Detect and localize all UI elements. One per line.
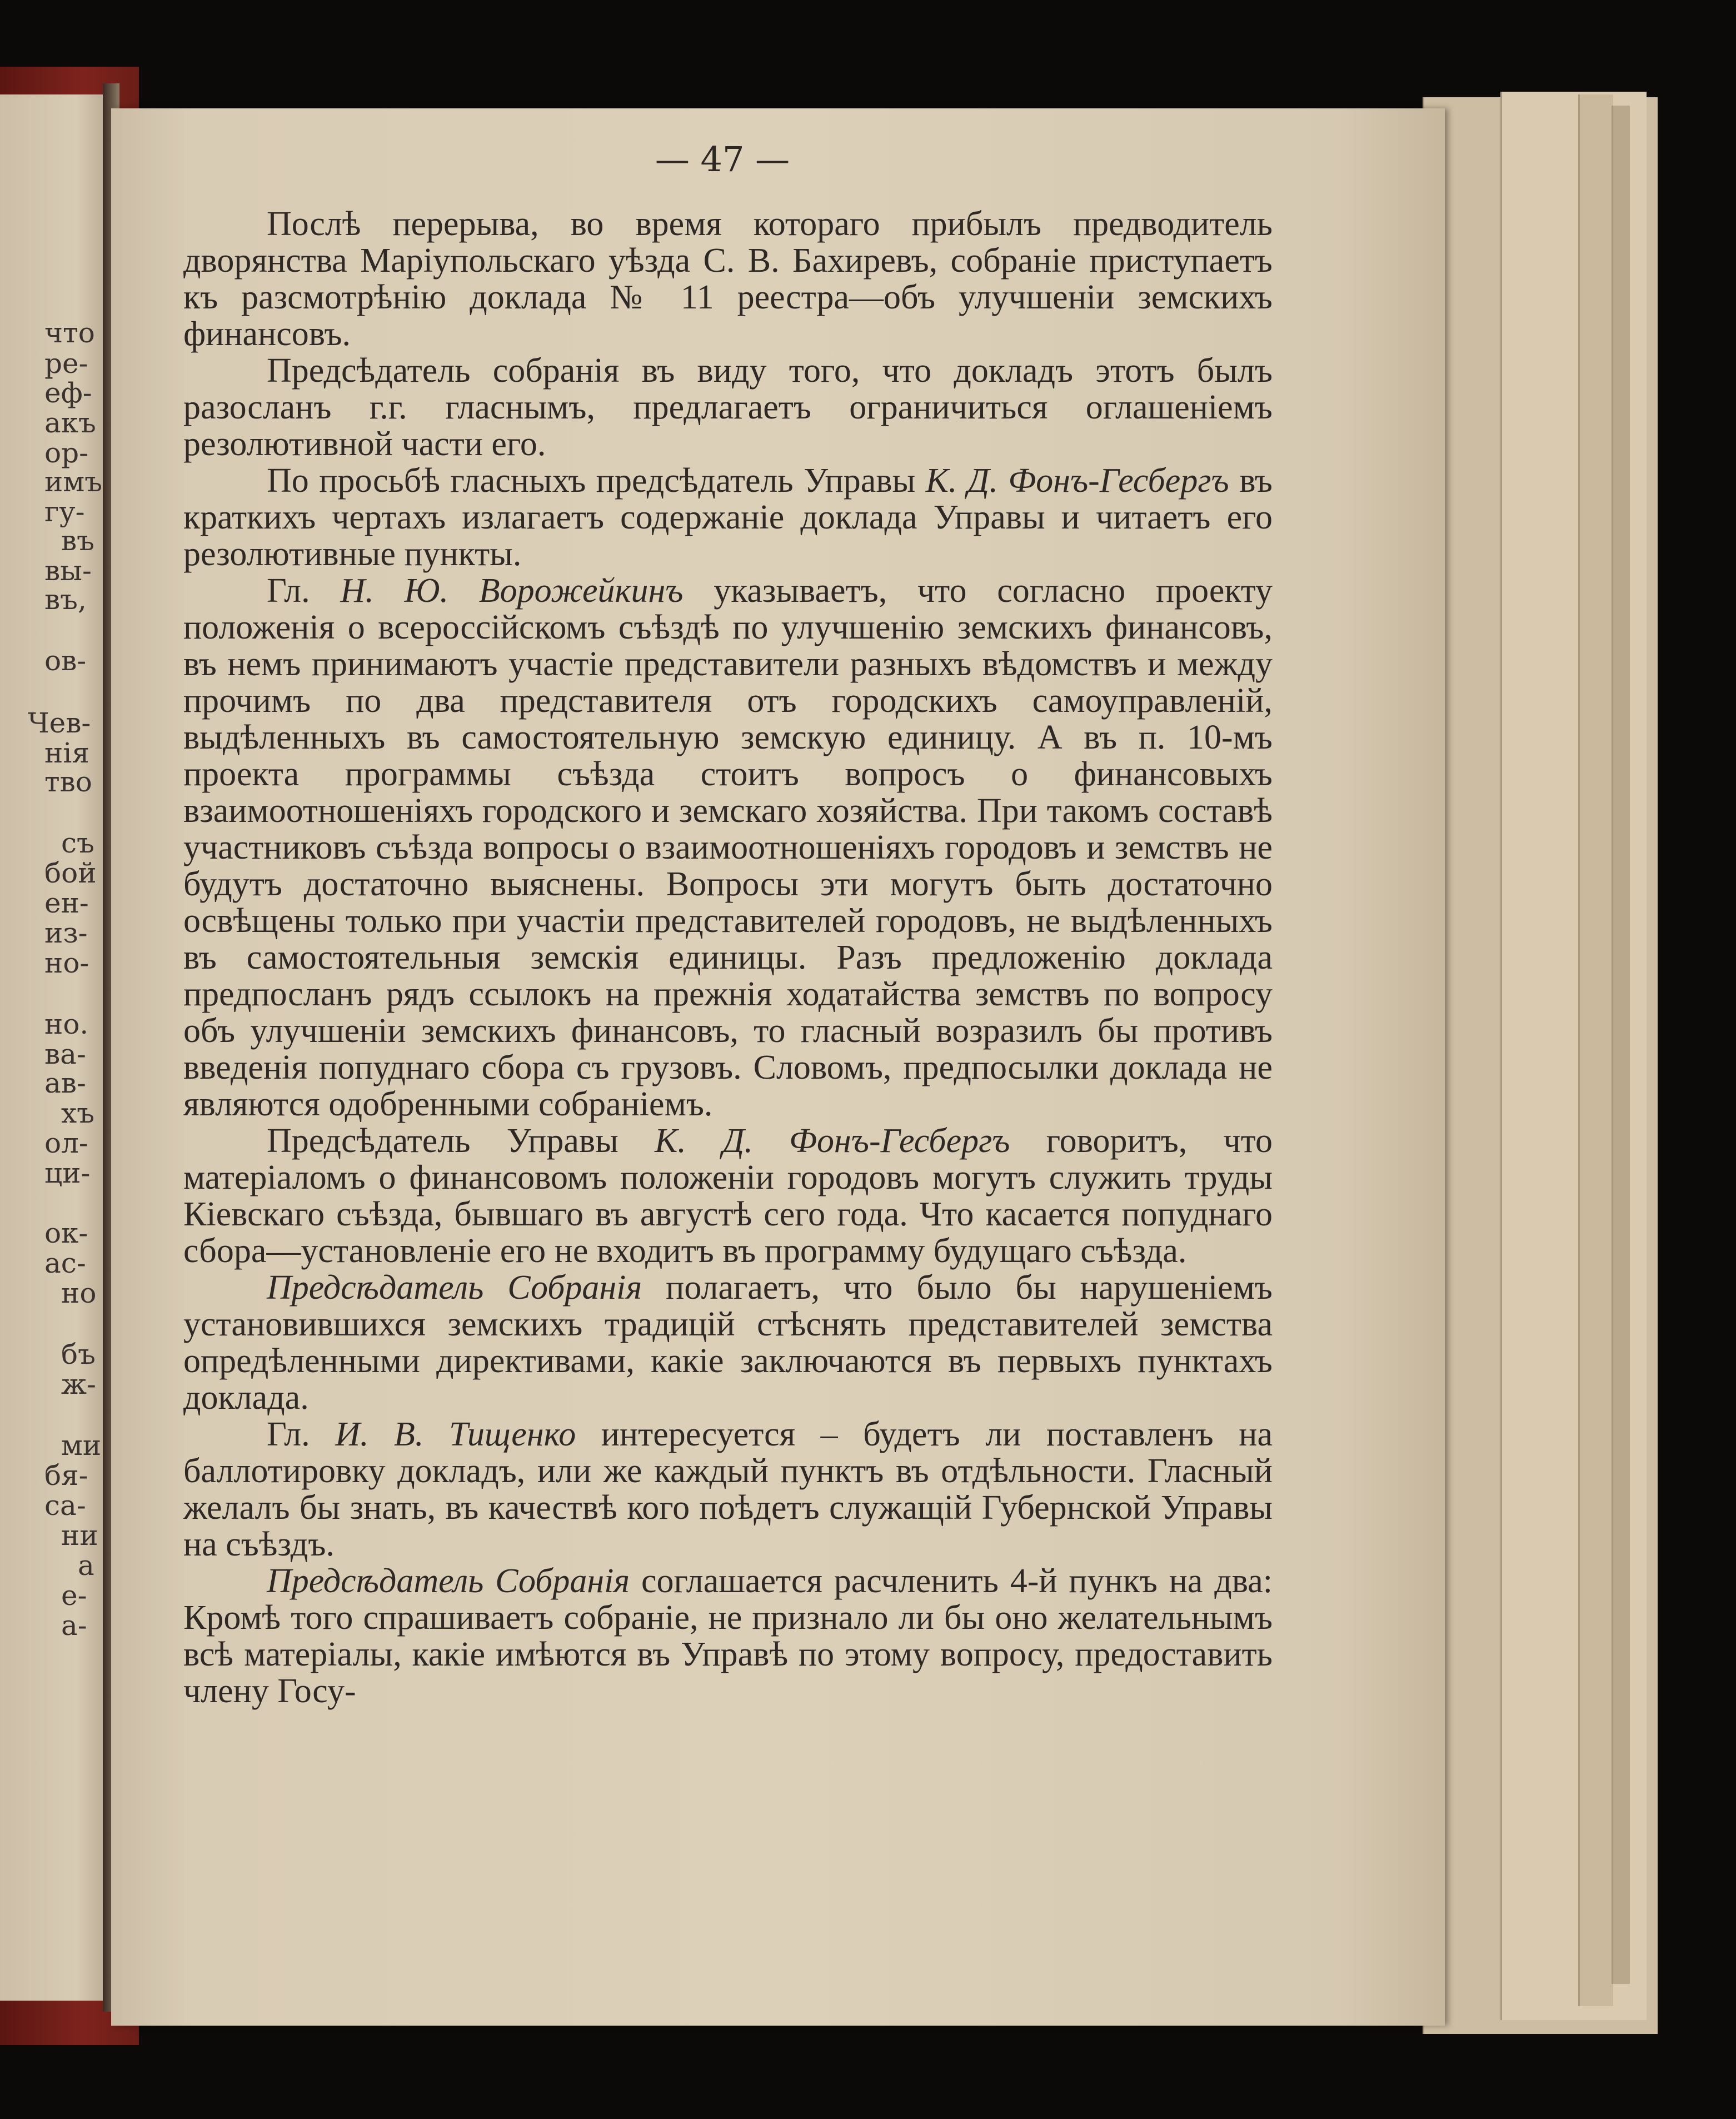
left-page-fragment: а- bbox=[61, 1609, 87, 1642]
paragraph bbox=[183, 572, 1273, 1123]
italic-name: К. Д. Фонъ-Гесбергъ bbox=[655, 1122, 1010, 1160]
left-page-fragment: гу- bbox=[44, 496, 85, 528]
left-page-fragment: ми bbox=[61, 1429, 102, 1462]
italic-name: Предсѣдатель Собранія bbox=[267, 1562, 630, 1600]
text-run: Гл. bbox=[267, 1415, 336, 1453]
text-run: говоритъ, что матеріаломъ о финансовомъ положеніи городовъ могутъ служить труды Кіевскаго съѣзда, бывшаго въ августѣ сего года. Что касается попуднаго сбора—установленіе его не входитъ въ программу будущаго съѣзда. bbox=[183, 1122, 1273, 1270]
left-page-fragment: бя- bbox=[44, 1459, 88, 1492]
left-page-fragment: но. bbox=[44, 1008, 89, 1040]
paragraph bbox=[183, 1416, 1273, 1563]
left-page-fragment: но- bbox=[44, 947, 89, 979]
left-page-fragment: ол- bbox=[44, 1127, 88, 1159]
left-page-fragment: въ, bbox=[44, 584, 87, 616]
text-run: Гл. bbox=[267, 572, 341, 610]
text-run: полагаетъ, что было бы нарушеніемъ установившихся земскихъ традицій стѣснять представителей земства опредѣленными директивами, какіе заключаются въ первыхъ пунктахъ доклада. bbox=[183, 1269, 1273, 1417]
left-page-fragment: съ bbox=[61, 827, 94, 859]
left-page-fragment: из- bbox=[44, 917, 88, 949]
italic-name: К. Д. Фонъ-Гесбергъ bbox=[925, 462, 1229, 500]
left-page-fragment: са- bbox=[44, 1489, 86, 1522]
text-run: въ краткихъ чертахъ излагаетъ содержаніе доклада Управы и читаетъ его резолютивные пункты. bbox=[183, 462, 1273, 573]
left-page-fragment: ас- bbox=[44, 1247, 86, 1279]
left-page-fragment: Чев- bbox=[28, 707, 91, 739]
paragraph bbox=[183, 1269, 1273, 1416]
text-run: соглашается расчленить 4-й пункъ на два: Кромѣ того спрашиваетъ собраніе, не признало ли бы оно желательнымъ всѣ матеріалы, какіе имѣются въ Управѣ по этому вопросу, предоставить члену Госу- bbox=[183, 1562, 1273, 1710]
paragraph bbox=[183, 462, 1273, 572]
page-body-text bbox=[183, 206, 1273, 1709]
page-stack-edge bbox=[1578, 94, 1613, 2006]
text-run: указываетъ, что согласно проекту положенія о всероссійскомъ съѣздѣ по улучшенію земскихъ финансовъ, въ немъ принимаютъ участіе представители разныхъ вѣдомствъ и между прочимъ по два представителя отъ городскихъ самоуправленій, выдѣленныхъ въ самостоятельную земскую единицу. А въ п. 10-мъ проекта программы съѣзда стоитъ вопросъ о финансовыхъ взаимоотношеніяхъ городского и земскаго хозяйства. При такомъ составѣ участниковъ съѣзда вопросы о взаимоотношеніяхъ городовъ и земствъ не будутъ достаточно выяснены. Вопросы эти могутъ быть достаточно освѣщены только при участіи представителей городовъ, не выдѣленныхъ въ самостоятельныя земскія единицы. Разъ предложенію доклада предпосланъ рядъ ссылокъ на прежнія ходатайства земствъ по вопросу объ улучшеніи земскихъ финансовъ, то гласный возразилъ бы противъ введенія попуднаго сбора съ грузовъ. Словомъ, предпосылки доклада не являются одобренными собраніемъ. bbox=[183, 572, 1273, 1123]
paragraph bbox=[183, 1123, 1273, 1269]
paragraph bbox=[183, 206, 1273, 352]
left-page-fragment: въ bbox=[61, 525, 94, 557]
italic-name: И. В. Тищенко bbox=[335, 1415, 576, 1453]
left-page-fragment: нія bbox=[44, 737, 89, 769]
left-page-fragment: ен- bbox=[44, 887, 89, 919]
left-page-fragment: ни bbox=[61, 1519, 98, 1552]
text-run: Предсѣдатель собранія въ виду того, что докладъ этотъ былъ разосланъ г.г. гласнымъ, предлагаетъ ограничиться оглашеніемъ резолютивной части его. bbox=[183, 352, 1273, 463]
previous-page-edge bbox=[0, 94, 108, 2001]
left-page-fragment: ок- bbox=[44, 1217, 88, 1249]
left-page-fragment: еф- bbox=[44, 377, 92, 409]
left-page-fragment: ци- bbox=[44, 1157, 91, 1189]
left-page-fragment: е- bbox=[61, 1579, 87, 1612]
text-run: интересуется – будетъ ли поставленъ на баллотировку докладъ, или же каждый пунктъ въ отдѣльности. Гласный желалъ бы знать, въ качествѣ кого поѣдетъ служащій Губернской Управы на съѣздъ. bbox=[183, 1415, 1273, 1563]
text-run: Послѣ перерыва, во время котораго прибылъ предводитель дворянства Маріупольскаго уѣзда С. В. Бахиревъ, собраніе приступаетъ къ разсмотрѣнію доклада № 11 реестра—объ улучшеніи земскихъ финансовъ. bbox=[183, 205, 1273, 353]
left-page-fragment: хъ bbox=[61, 1097, 95, 1129]
page-number: — 47 — bbox=[655, 139, 790, 180]
italic-name: Н. Ю. Ворожейкинъ bbox=[340, 572, 684, 610]
left-page-fragment: бой bbox=[44, 857, 97, 889]
left-page-fragment: ва- bbox=[44, 1038, 86, 1070]
paragraph bbox=[183, 1563, 1273, 1709]
text-run: По просьбѣ гласныхъ предсѣдатель Управы bbox=[267, 462, 926, 500]
left-page-fragment: тво bbox=[44, 766, 92, 798]
left-page-fragment: ав- bbox=[44, 1067, 86, 1099]
left-page-fragment: а bbox=[78, 1549, 94, 1582]
left-page-fragment: бъ bbox=[61, 1338, 96, 1370]
left-page-fragment: акъ bbox=[44, 407, 96, 439]
left-page-fragment: имъ bbox=[44, 466, 103, 498]
text-run: Предсѣдатель Управы bbox=[267, 1122, 655, 1160]
left-page-fragment: но bbox=[61, 1277, 97, 1309]
paragraph bbox=[183, 352, 1273, 462]
left-page-fragment: ре- bbox=[44, 347, 88, 380]
left-page-fragment: ж- bbox=[61, 1368, 96, 1400]
left-page-fragment: ор- bbox=[44, 437, 89, 469]
page-stack-edge bbox=[1612, 106, 1630, 1984]
left-page-fragment: ов- bbox=[44, 645, 87, 677]
italic-name: Предсѣдатель Собранія bbox=[267, 1269, 642, 1307]
left-page-fragment: вы- bbox=[44, 555, 92, 587]
left-page-fragment: что bbox=[44, 317, 95, 349]
